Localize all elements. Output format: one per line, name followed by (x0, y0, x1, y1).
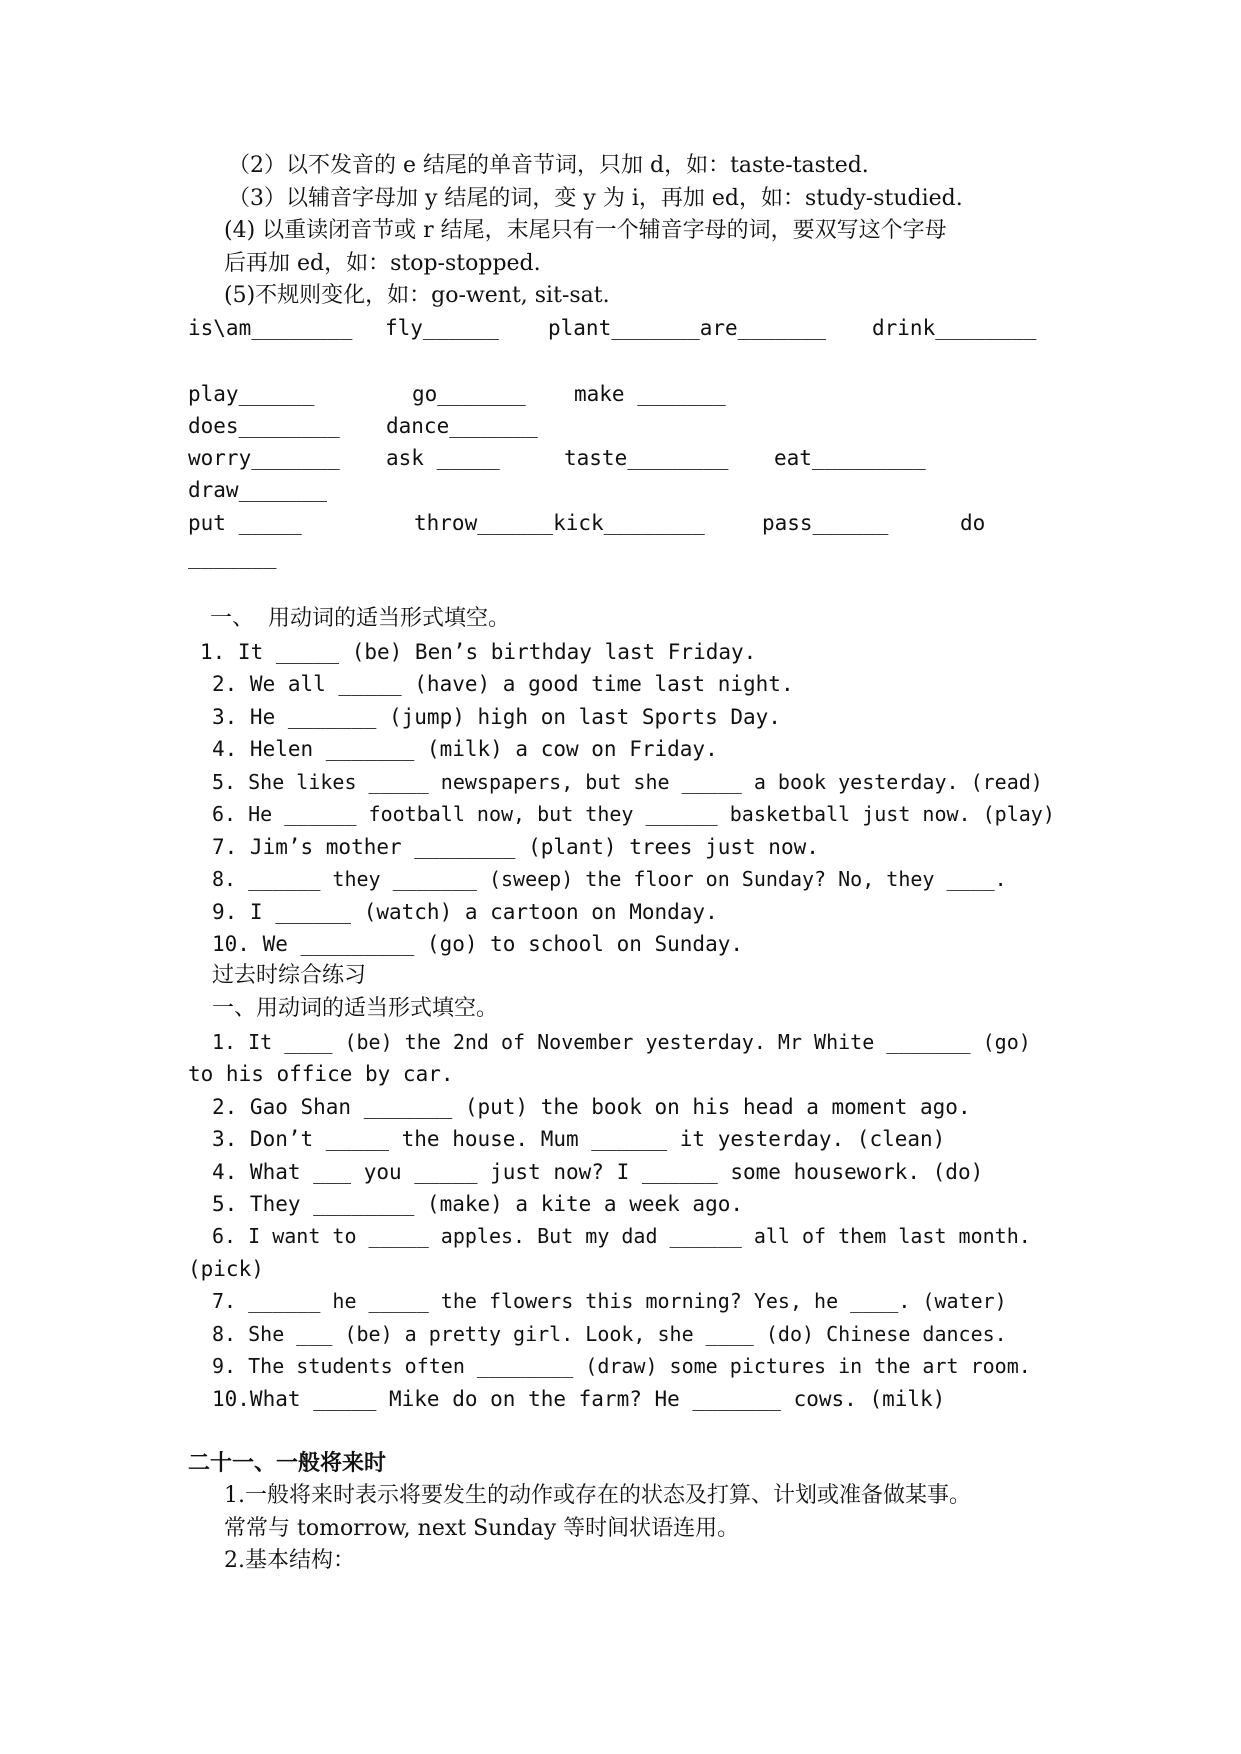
exercise-item: 10.What _____ Mike do on the farm? He _______ cows. (milk) (212, 1387, 946, 1411)
word-blank: throw______kick________ (414, 511, 705, 535)
exercise-item: 5. She likes _____ newspapers, but she _____ a book yesterday. (read) (212, 770, 1043, 794)
rule-4-line1: (4) 以重读闭音节或 r 结尾，末尾只有一个辅音字母的词，要双写这个字母 (224, 218, 947, 243)
word-row-5 (188, 476, 1048, 504)
word-row-6 (188, 509, 1048, 537)
exercise-item: 2. Gao Shan _______ (put) the book on his head a moment ago. (212, 1095, 971, 1119)
word-row-1 (188, 314, 1048, 342)
exercise-item: 3. Don’t _____ the house. Mum ______ it yesterday. (clean) (212, 1127, 946, 1151)
paragraph: 2.基本结构： (224, 1548, 355, 1573)
word-blank: taste________ (564, 446, 729, 470)
word-blank: eat_________ (774, 446, 926, 470)
section1-title: 一、 用动词的适当形式填空。 (210, 606, 510, 631)
exercise-item: (pick) (188, 1257, 264, 1281)
exercise-item: 4. Helen _______ (milk) a cow on Friday. (212, 737, 718, 761)
word-row-4 (188, 444, 1048, 472)
exercise-item: 8. ______ they _______ (sweep) the floor on Sunday? No, they ____. (212, 867, 1007, 891)
exercise-item: 5. They ________ (make) a kite a week ago. (212, 1192, 744, 1216)
section2-subtitle: 过去时综合练习 (212, 963, 367, 988)
exercise-item: 7. Jim’s mother ________ (plant) trees just now. (212, 835, 819, 859)
word-blank: drink________ (872, 316, 1037, 340)
word-blank: draw_______ (188, 478, 328, 502)
word-blank: _______ (188, 545, 277, 569)
word-blank: worry_______ (188, 446, 340, 470)
exercise-item: 1. It ____ (be) the 2nd of November yesterday. Mr White _______ (go) (212, 1030, 1031, 1054)
word-blank: put _____ (188, 511, 302, 535)
section-heading: 二十一、一般将来时 (188, 1451, 387, 1476)
word-blank: make _______ (574, 382, 726, 406)
exercise-item: 10. We _________ (go) to school on Sunday. (212, 932, 744, 956)
exercise-item: 9. I ______ (watch) a cartoon on Monday. (212, 900, 718, 924)
rule-4-line2: 后再加 ed，如：stop-stopped. (224, 251, 541, 276)
exercise-item: 9. The students often ________ (draw) some pictures in the art room. (212, 1354, 1031, 1378)
word-blank: plant_______are_______ (548, 316, 827, 340)
exercise-item: 8. She ___ (be) a pretty girl. Look, she ____ (do) Chinese dances. (212, 1322, 1007, 1346)
word-row-3 (188, 412, 1048, 440)
word-blank: go_______ (412, 382, 526, 406)
word-blank: do (960, 511, 986, 535)
rule-3: （3）以辅音字母加 y 结尾的词，变 y 为 i，再加 ed，如：study-studied. (228, 186, 963, 211)
exercise-item: to his office by car. (188, 1062, 454, 1086)
word-row-7 (188, 543, 1048, 571)
word-blank: pass______ (762, 511, 889, 535)
word-blank: ask _____ (386, 446, 500, 470)
word-blank: does________ (188, 414, 340, 438)
exercise-item: 6. He ______ football now, but they ______ basketball just now. (play) (212, 802, 1055, 826)
word-blank: is\am________ (188, 316, 353, 340)
rule-5: (5)不规则变化，如：go-went, sit-sat. (224, 283, 610, 308)
paragraph: 常常与 tomorrow, next Sunday 等时间状语连用。 (224, 1516, 740, 1541)
word-row-2 (188, 380, 1048, 408)
exercise-item: 2. We all _____ (have) a good time last night. (212, 672, 794, 696)
rule-2: （2）以不发音的 e 结尾的单音节词，只加 d，如：taste-tasted. (228, 153, 869, 178)
exercise-item: 7. ______ he _____ the flowers this morning? Yes, he ____. (water) (212, 1289, 1007, 1313)
exercise-item: 6. I want to _____ apples. But my dad ______ all of them last month. (212, 1224, 1031, 1248)
exercise-item: 3. He _______ (jump) high on last Sports Day. (212, 705, 781, 729)
exercise-item: 1. It _____ (be) Ben’s birthday last Friday. (200, 640, 757, 664)
word-blank: fly______ (385, 316, 499, 340)
exercise-item: 4. What ___ you _____ just now? I ______ some housework. (do) (212, 1160, 984, 1184)
word-blank: play______ (188, 382, 315, 406)
word-blank: dance_______ (386, 414, 538, 438)
section2-title: 一、用动词的适当形式填空。 (212, 996, 499, 1021)
paragraph: 1.一般将来时表示将要发生的动作或存在的状态及打算、计划或准备做某事。 (224, 1483, 971, 1508)
